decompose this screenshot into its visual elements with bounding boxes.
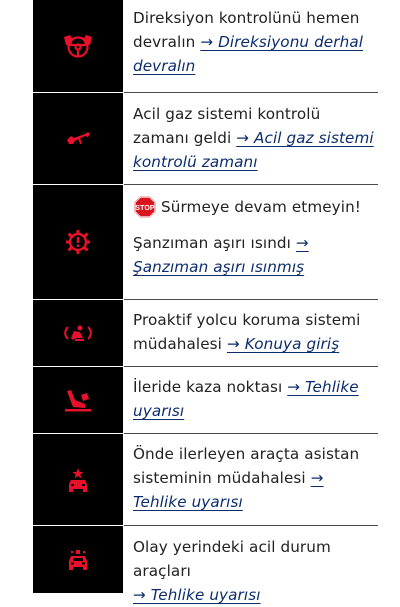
message-cell bbox=[124, 367, 378, 433]
icon-cell bbox=[33, 0, 123, 92]
icon-cell bbox=[33, 300, 123, 366]
link-take-over-steering[interactable]: → Direksiyonu derhal devralın bbox=[133, 33, 364, 75]
accident-ahead-icon bbox=[63, 387, 93, 413]
wrench-icon bbox=[65, 131, 91, 147]
message-cell bbox=[124, 185, 378, 299]
message-text: Acil gaz sistemi kontrolü zamanı geldi bbox=[133, 105, 321, 147]
steering-hands-icon bbox=[61, 31, 95, 61]
icon-cell bbox=[33, 434, 123, 525]
stop-sign-icon bbox=[133, 195, 157, 219]
table-row bbox=[0, 300, 400, 366]
vehicle-ahead-assist-icon bbox=[65, 467, 91, 493]
message-cell bbox=[124, 300, 378, 366]
message-cell bbox=[124, 0, 378, 92]
message-paragraph bbox=[133, 231, 374, 279]
table-row bbox=[0, 93, 400, 184]
link-hazard-warning[interactable]: → Tehlike uyarısı bbox=[133, 469, 324, 511]
link-gas-system-check[interactable]: → Acil gaz sistemi kontrolü zamanı bbox=[133, 129, 374, 171]
link-transmission-overheated[interactable]: → Şanzıman aşırı ısınmış bbox=[133, 234, 309, 276]
link-introduction[interactable]: → Konuya giriş bbox=[226, 335, 340, 353]
transmission-gear-warning-icon bbox=[65, 229, 91, 255]
table-row bbox=[0, 367, 400, 433]
icon-cell bbox=[33, 93, 123, 184]
icon-cell bbox=[33, 185, 123, 299]
message-text: Şanzıman aşırı ısındı bbox=[133, 234, 296, 252]
link-hazard-warning[interactable]: → Tehlike uyarısı bbox=[133, 586, 261, 604]
message-cell bbox=[124, 526, 378, 604]
message-cell bbox=[124, 434, 378, 525]
message-text: Direksiyon kontrolünü hemen devralın bbox=[133, 9, 360, 51]
link-hazard-warning[interactable]: → Tehlike uyarısı bbox=[133, 378, 359, 420]
message-text: Proaktif yolcu koruma sistemi müdahalesi bbox=[133, 311, 361, 353]
occupant-protection-icon bbox=[63, 321, 93, 345]
stop-badge-text: STOP bbox=[135, 205, 155, 212]
stop-warning-text: Sürmeye devam etmeyin! bbox=[161, 198, 362, 216]
message-text: Olay yerindeki acil durum araçları bbox=[133, 538, 331, 580]
icon-cell bbox=[33, 526, 123, 593]
table-row bbox=[0, 0, 400, 92]
stop-line bbox=[133, 195, 374, 219]
icon-cell bbox=[33, 367, 123, 433]
message-cell bbox=[124, 93, 378, 184]
message-text: İleride kaza noktası bbox=[133, 378, 288, 396]
message-text: Önde ilerleyen araçta asistan sisteminin müdahalesi bbox=[133, 445, 360, 487]
table-row bbox=[0, 185, 400, 299]
emergency-vehicle-icon bbox=[65, 548, 91, 572]
table-row bbox=[0, 526, 400, 604]
table-row bbox=[0, 434, 400, 525]
